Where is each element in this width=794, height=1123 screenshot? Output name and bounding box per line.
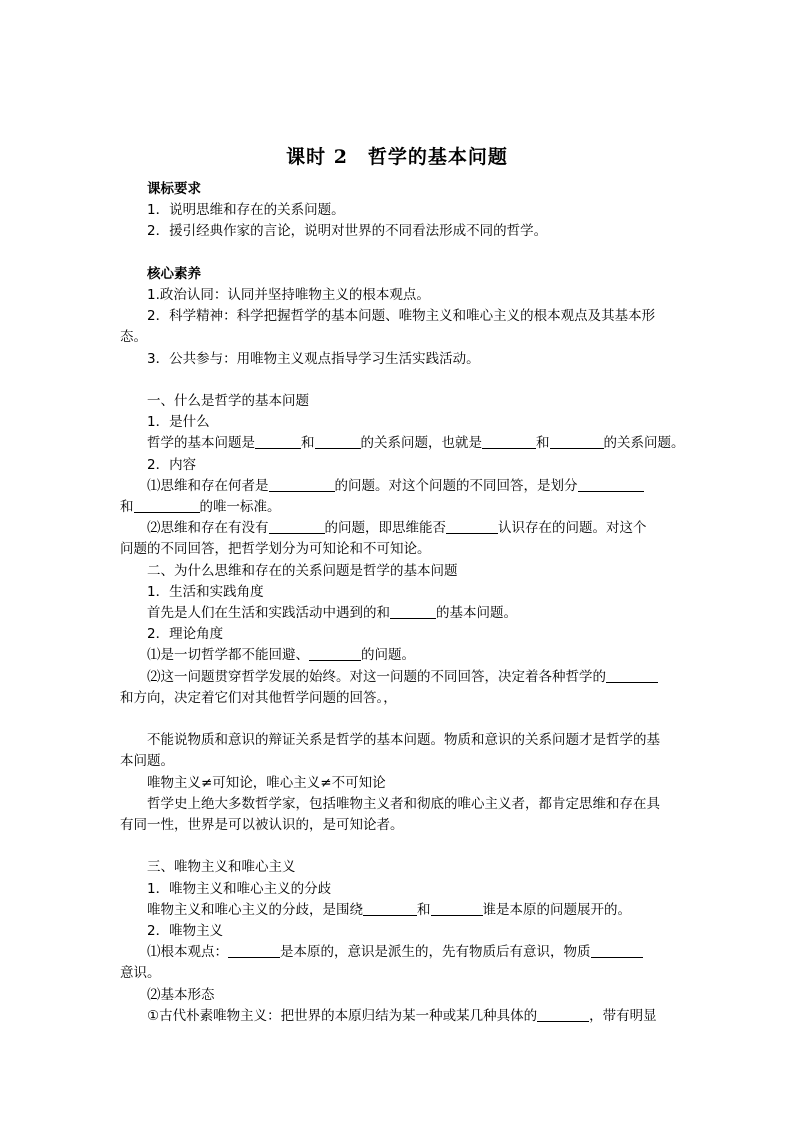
s2-point-2: 2．理论角度: [147, 626, 224, 643]
s1-point-1: 1．是什么: [147, 414, 210, 431]
fill-blank: [482, 433, 536, 449]
s2-theory-2-cont: 和方向，决定着它们对其他哲学问题的回答。，: [120, 689, 397, 706]
fill-blank: [390, 603, 436, 619]
fill-blank: [309, 645, 361, 661]
fill-blank: [228, 942, 280, 958]
fill-blank: [578, 476, 644, 492]
literacy-item-1: 1.政治认同：认同并坚持唯物主义的根本观点。: [147, 287, 430, 303]
s1-content-2: ⑵思维和存在有没有 的问题，即思维能否 认识存在的问题。对这个: [147, 520, 647, 537]
s2-theory-1: ⑴是一切哲学都不能回避、 的问题。: [147, 647, 415, 664]
fill-blank: [269, 518, 325, 534]
spacer: [120, 370, 675, 391]
note-2: 唯物主义≠可知论，唯心主义≠不可知论: [147, 774, 386, 791]
fill-blank: [591, 942, 643, 958]
s1-what-line: 哲学的基本问题是 和 的关系问题，也就是 和 的关系问题。: [147, 435, 685, 452]
s1-point-2: 2．内容: [147, 456, 197, 473]
s3-view-line-cont: 意识。: [120, 965, 161, 982]
fill-blank: [134, 497, 200, 513]
s2-point-1: 1．生活和实践角度: [147, 583, 264, 600]
s3-forms: ⑵基本形态: [147, 986, 215, 1003]
standards-item-2: 2．援引经典作家的言论，说明对世界的不同看法形成不同的哲学。: [147, 223, 548, 240]
fill-blank: [269, 476, 335, 492]
s2-theory-2: ⑵这一问题贯穿哲学发展的始终。对这一问题的不同回答，决定着各种哲学的: [120, 667, 675, 688]
s1-content-2-cont: 问题的不同回答，把哲学划分为可知论和不可知论。: [120, 541, 431, 558]
fill-blank: [606, 667, 658, 683]
note-3-cont: 有同一性，世界是可以被认识的，是可知论者。: [120, 817, 404, 834]
spacer: [120, 243, 675, 264]
standards-item-1: 1．说明思维和存在的关系问题。: [147, 202, 345, 219]
note-1: 不能说物质和意识的辩证关系是哲学的基本问题。物质和意识的关系问题才是哲学的基: [147, 732, 660, 749]
fill-blank: [363, 900, 417, 916]
document-body: [120, 179, 685, 1027]
fill-blank: [550, 433, 604, 449]
section-3-heading: 三、唯物主义和唯心主义: [147, 859, 296, 876]
spacer: [120, 836, 675, 857]
spacer: [120, 709, 675, 730]
standards-heading: 课标要求: [147, 181, 201, 197]
s3-point-2: 2．唯物主义: [147, 923, 224, 940]
s3-divergence-line: 唯物主义和唯心主义的分歧，是围绕 和 谁是本原的问题展开的。: [147, 901, 631, 918]
fill-blank: [537, 1006, 589, 1022]
literacy-item-3: 3．公共参与：用唯物主义观点指导学习生活实践活动。: [147, 350, 480, 367]
s3-view-line: ⑴根本观点： 是本原的，意识是派生的，先有物质后有意识，物质: [120, 942, 675, 963]
fill-blank: [315, 433, 361, 449]
note-1-cont: 本问题。: [120, 753, 174, 770]
page-title: 课时 2 哲学的基本问题: [286, 146, 508, 168]
section-1-heading: 一、什么是哲学的基本问题: [147, 393, 309, 409]
literacy-heading: 核心素养: [147, 265, 201, 282]
s2-life-line: 首先是人们在生活和实践活动中遇到的和 的基本问题。: [147, 605, 517, 622]
fill-blank: [446, 518, 498, 534]
note-3: 哲学史上绝大多数哲学家，包括唯物主义者和彻底的唯心主义者，都肯定思维和存在具: [147, 795, 660, 812]
s3-point-1: 1．唯物主义和唯心主义的分歧: [147, 880, 332, 897]
fill-blank: [255, 433, 301, 449]
s1-content-1: ⑴思维和存在何者是 的问题。对这个问题的不同回答，是划分: [120, 476, 675, 497]
fill-blank: [431, 900, 483, 916]
s3-ancient-line: ①古代朴素唯物主义：把世界的本原归结为某一种或某几种具体的 ，带有明显: [147, 1007, 657, 1024]
s1-content-1-cont: 和 的唯一标准。: [120, 499, 281, 516]
section-2-heading: 二、为什么思维和存在的关系问题是哲学的基本问题: [147, 562, 458, 579]
literacy-item-2: 2．科学精神：科学把握哲学的基本问题、唯物主义和唯心主义的根本观点及其基本形: [147, 308, 656, 325]
literacy-item-2-cont: 态。: [120, 329, 147, 346]
